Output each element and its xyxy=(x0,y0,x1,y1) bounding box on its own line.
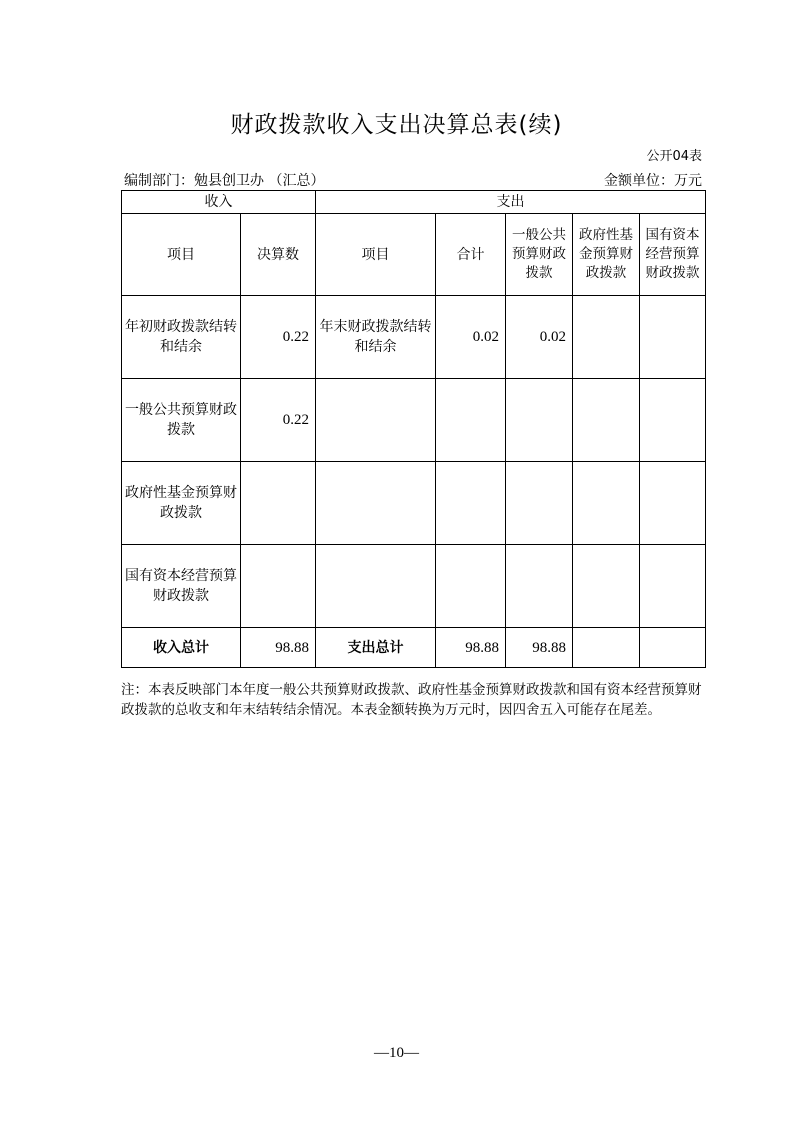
table-row xyxy=(122,462,706,545)
income-amount-header: 决算数 xyxy=(241,214,316,296)
table-row xyxy=(122,379,706,462)
general-budget-cell: 0.02 xyxy=(506,296,573,379)
expense-item-cell xyxy=(316,545,436,628)
expense-item-cell: 年末财政拨款结转和结余 xyxy=(316,296,436,379)
income-total-amount: 98.88 xyxy=(241,628,316,668)
general-budget-cell xyxy=(506,462,573,545)
income-item-cell: 年初财政拨款结转和结余 xyxy=(122,296,241,379)
income-amount-cell: 0.22 xyxy=(241,379,316,462)
total-header: 合计 xyxy=(436,214,506,296)
column-header-row xyxy=(122,214,706,296)
form-code: 公开04表 xyxy=(646,149,702,164)
page-title: 财政拨款收入支出决算总表(续) xyxy=(230,112,563,138)
fiscal-summary-table xyxy=(121,190,706,668)
income-group-header: 收入 xyxy=(122,191,316,214)
state-capital-cell xyxy=(640,379,706,462)
income-item-cell: 一般公共预算财政拨款 xyxy=(122,379,241,462)
total-cell xyxy=(436,379,506,462)
group-header-row xyxy=(122,191,706,214)
state-capital-cell xyxy=(640,462,706,545)
income-item-header: 项目 xyxy=(122,214,241,296)
income-item-cell: 国有资本经营预算财政拨款 xyxy=(122,545,241,628)
expense-group-header: 支出 xyxy=(316,191,706,214)
gov-fund-cell xyxy=(573,462,640,545)
totals-row xyxy=(122,628,706,668)
table-row xyxy=(122,545,706,628)
total-cell: 0.02 xyxy=(436,296,506,379)
state-capital-cell xyxy=(640,545,706,628)
general-budget-header: 一般公共预算财政拨款 xyxy=(506,214,573,296)
gov-fund-cell xyxy=(573,545,640,628)
income-total-label: 收入总计 xyxy=(122,628,241,668)
state-capital-total xyxy=(640,628,706,668)
state-capital-header: 国有资本经营预算财政拨款 xyxy=(640,214,706,296)
general-budget-total: 98.88 xyxy=(506,628,573,668)
general-budget-cell xyxy=(506,545,573,628)
gov-fund-cell xyxy=(573,379,640,462)
expense-item-cell xyxy=(316,379,436,462)
department-label: 编制部门：勉县创卫办 （汇总） xyxy=(124,173,325,189)
gov-fund-total xyxy=(573,628,640,668)
expense-item-cell xyxy=(316,462,436,545)
total-cell xyxy=(436,462,506,545)
income-item-cell: 政府性基金预算财政拨款 xyxy=(122,462,241,545)
income-amount-cell xyxy=(241,545,316,628)
unit-label: 金额单位：万元 xyxy=(604,173,702,189)
table-row xyxy=(122,296,706,379)
expense-item-header: 项目 xyxy=(316,214,436,296)
expense-total-amount: 98.88 xyxy=(436,628,506,668)
state-capital-cell xyxy=(640,296,706,379)
expense-total-label: 支出总计 xyxy=(316,628,436,668)
general-budget-cell xyxy=(506,379,573,462)
page-number: —10— xyxy=(374,1045,419,1061)
gov-fund-header: 政府性基金预算财政拨款 xyxy=(573,214,640,296)
table-note: 注：本表反映部门本年度一般公共预算财政拨款、政府性基金预算财政拨款和国有资本经营预算财政拨款的总收支和年末结转结余情况。本表金额转换为万元时，因四舍五入可能存在尾差。 xyxy=(121,682,702,718)
income-amount-cell: 0.22 xyxy=(241,296,316,379)
gov-fund-cell xyxy=(573,296,640,379)
total-cell xyxy=(436,545,506,628)
income-amount-cell xyxy=(241,462,316,545)
